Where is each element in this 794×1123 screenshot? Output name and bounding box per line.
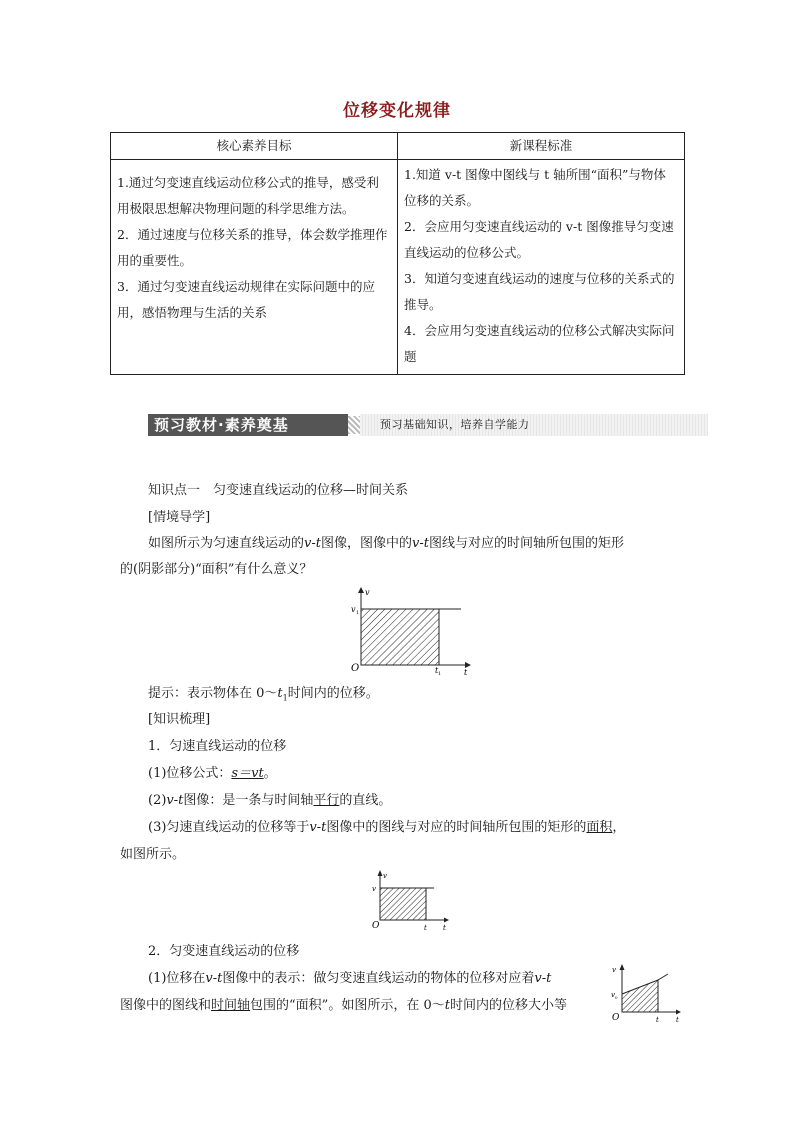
s1-item-3: (3)匀速直线运动的位移等于v-t图像中的图线与对应的时间轴所包围的矩形的面积， — [148, 820, 626, 835]
list-item: 4．会应用匀变速直线运动的位移公式解决实际问题 — [404, 323, 675, 364]
svg-text:t: t — [676, 1016, 679, 1024]
knowledge-point-title: 知识点一 匀变速直线运动的位移—时间关系 — [148, 483, 409, 498]
banner-stripe — [348, 416, 360, 434]
svg-text:O: O — [612, 1013, 620, 1023]
figure-accelerated-vt — [608, 962, 684, 1026]
svg-text:t: t — [424, 924, 427, 932]
svg-text:1: 1 — [438, 671, 442, 675]
question-line-1: 如图所示为匀速直线运动的v-t图像，图像中的v-t图线与对应的时间轴所包围的矩形 — [148, 536, 624, 551]
banner-main: 预习教材·素养奠基 — [148, 414, 348, 436]
section-2-title: 2．匀变速直线运动的位移 — [148, 944, 300, 959]
page-title: 位移变化规律 — [343, 101, 451, 121]
curriculum-standards-cell — [398, 160, 685, 375]
svg-text:O: O — [372, 921, 380, 931]
list-item: 3．知道匀变速直线运动的速度与位移的关系式的推导。 — [404, 271, 675, 312]
header-curriculum-standards: 新课程标准 — [398, 133, 685, 160]
svg-text:t: t — [443, 924, 446, 932]
svg-text:t: t — [656, 1016, 659, 1024]
list-item: 2．通过速度与位移关系的推导，体会数学推理作用的重要性。 — [117, 227, 388, 268]
figure-uniform-vt-small — [368, 868, 452, 932]
question-line-2: 的(阴影部分)“面积”有什么意义？ — [120, 562, 313, 577]
s2-item-1: (1)位移在v-t图像中的表示：做匀变速直线运动的物体的位移对应着v-t — [148, 971, 552, 986]
banner-sub: 预习基础知识，培养自学能力 — [360, 414, 708, 436]
list-item: 1.通过匀变速直线运动位移公式的推导，感受利用极限思想解决物理问题的科学思维方法。 — [117, 175, 379, 216]
s2-item-1-line-2: 图像中的图线和时间轴包围的“面积”。如图所示，在 0～t时间内的位移大小等 — [120, 998, 567, 1013]
svg-text:v: v — [365, 588, 370, 597]
s1-item-2: (2)v-t图像：是一条与时间轴平行的直线。 — [148, 793, 392, 808]
situation-label: [情境导学] — [148, 510, 211, 525]
table-row — [111, 160, 685, 375]
header-core-goals: 核心素养目标 — [111, 133, 398, 160]
svg-text:1: 1 — [356, 610, 360, 616]
section-1-title: 1．匀速直线运动的位移 — [148, 739, 287, 754]
hint-line: 提示：表示物体在 $0\sim t_1$时间内的位移。 — [148, 686, 379, 703]
figure-uniform-vt — [345, 585, 475, 675]
section-banner — [148, 413, 708, 437]
table-header-row — [111, 133, 685, 160]
list-item: 2．会应用匀变速直线运动的 v-t 图像推导匀变速直线运动的位移公式。 — [404, 219, 674, 260]
svg-text:O: O — [351, 663, 360, 674]
goals-table — [110, 132, 685, 375]
list-item: 3．通过匀变速直线运动规律在实际问题中的应用，感悟物理与生活的关系 — [117, 279, 375, 320]
s1-item-3-line-2: 如图所示。 — [120, 847, 186, 862]
svg-text:t: t — [435, 666, 439, 675]
list-item: 1.知道 v-t 图像中图线与 t 轴所围“面积”与物体位移的关系。 — [404, 167, 666, 208]
svg-text:v: v — [372, 885, 376, 893]
svg-text:v: v — [612, 966, 616, 974]
s1-item-1: (1)位移公式：s＝vt。 — [148, 766, 277, 781]
svg-text:v: v — [611, 991, 615, 999]
knowledge-label: [知识梳理] — [148, 712, 211, 727]
svg-text:0: 0 — [615, 995, 618, 1000]
svg-text:v: v — [351, 605, 356, 614]
svg-text:t: t — [464, 668, 468, 675]
svg-text:v: v — [383, 872, 387, 880]
core-goals-cell — [111, 160, 398, 375]
